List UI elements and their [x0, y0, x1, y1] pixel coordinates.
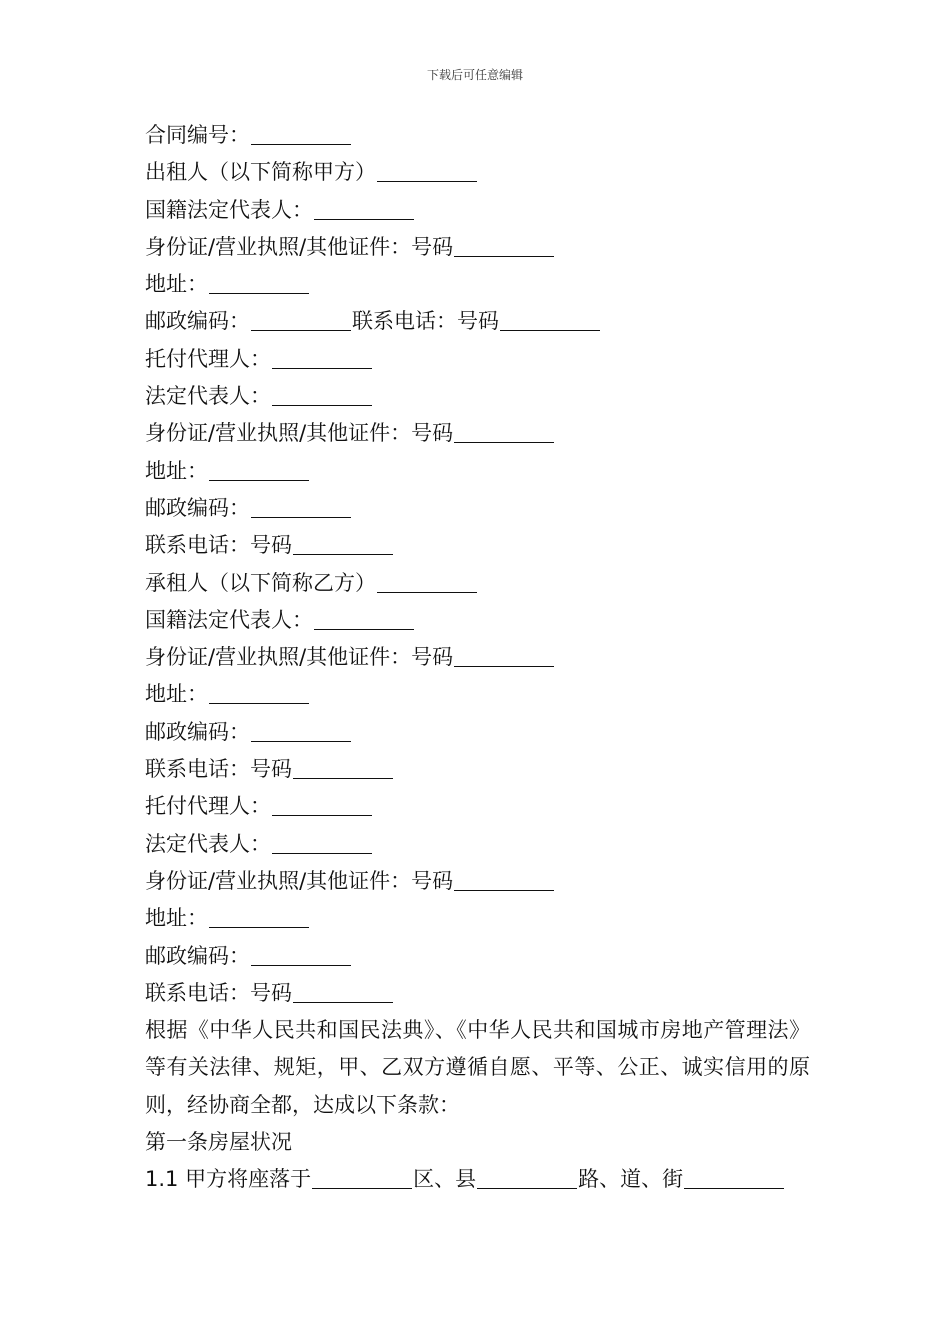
field-lessee: 承租人（以下简称乙方） — [145, 565, 810, 602]
blank-field — [251, 309, 351, 331]
blank-field — [209, 682, 309, 704]
blank-field — [209, 906, 309, 928]
blank-field — [293, 533, 393, 555]
preamble-paragraph: 根据《中华人民共和国民法典》、《中华人民共和国城市房地产管理法》等有关法律、规矩，甲、乙双方遵循自愿、平等、公正、诚实信用的原则，经协商全都，达成以下条款： — [145, 1018, 810, 1117]
contract-body — [145, 117, 810, 1199]
field-lessee-address: 地址： — [145, 676, 810, 713]
blank-field — [209, 272, 309, 294]
blank-field — [314, 608, 414, 630]
field-lessee-agent-address: 地址： — [145, 900, 810, 937]
field-lessor-postcode-phone: 邮政编码： 联系电话：号码 — [145, 303, 810, 340]
field-contract-number: 合同编号： — [145, 117, 810, 154]
field-lessor-agent-id: 身份证/营业执照/其他证件：号码 — [145, 415, 810, 452]
blank-field — [454, 235, 554, 257]
blank-field — [251, 123, 351, 145]
blank-field — [272, 832, 372, 854]
field-lessor: 出租人（以下简称甲方） — [145, 154, 810, 191]
blank-field — [454, 421, 554, 443]
field-lessee-agent: 托付代理人： — [145, 788, 810, 825]
field-lessor-agent-phone: 联系电话：号码 — [145, 527, 810, 564]
section-title: 第一条房屋状况 — [145, 1130, 292, 1155]
field-lessee-phone: 联系电话：号码 — [145, 751, 810, 788]
clause-1-1: 1.1 甲方将座落于 区、县 路、道、街 — [145, 1161, 810, 1198]
blank-field — [272, 794, 372, 816]
blank-field — [209, 459, 309, 481]
blank-field — [377, 160, 477, 182]
field-lessee-legal-rep: 国籍法定代表人： — [145, 602, 810, 639]
blank-field — [477, 1167, 577, 1189]
blank-field — [251, 944, 351, 966]
field-lessor-id: 身份证/营业执照/其他证件：号码 — [145, 229, 810, 266]
blank-field — [251, 720, 351, 742]
blank-field — [684, 1167, 784, 1189]
blank-field — [314, 198, 414, 220]
blank-field — [454, 869, 554, 891]
field-lessor-agent-legal-rep: 法定代表人： — [145, 378, 810, 415]
blank-field — [454, 645, 554, 667]
field-lessee-id: 身份证/营业执照/其他证件：号码 — [145, 639, 810, 676]
field-lessor-agent: 托付代理人： — [145, 341, 810, 378]
blank-field — [251, 496, 351, 518]
field-lessor-address: 地址： — [145, 266, 810, 303]
field-lessee-agent-phone: 联系电话：号码 — [145, 975, 810, 1012]
blank-field — [293, 757, 393, 779]
blank-field — [272, 384, 372, 406]
blank-field — [500, 309, 600, 331]
field-lessee-agent-id: 身份证/营业执照/其他证件：号码 — [145, 863, 810, 900]
field-lessor-legal-rep: 国籍法定代表人： — [145, 192, 810, 229]
page-header: 下载后可任意编辑 — [426, 68, 523, 82]
field-lessee-agent-legal-rep: 法定代表人： — [145, 826, 810, 863]
field-lessor-agent-postcode: 邮政编码： — [145, 490, 810, 527]
blank-field — [312, 1167, 412, 1189]
field-lessee-agent-postcode: 邮政编码： — [145, 938, 810, 975]
field-lessee-postcode: 邮政编码： — [145, 714, 810, 751]
blank-field — [377, 571, 477, 593]
blank-field — [293, 981, 393, 1003]
blank-field — [272, 347, 372, 369]
field-lessor-agent-address: 地址： — [145, 453, 810, 490]
